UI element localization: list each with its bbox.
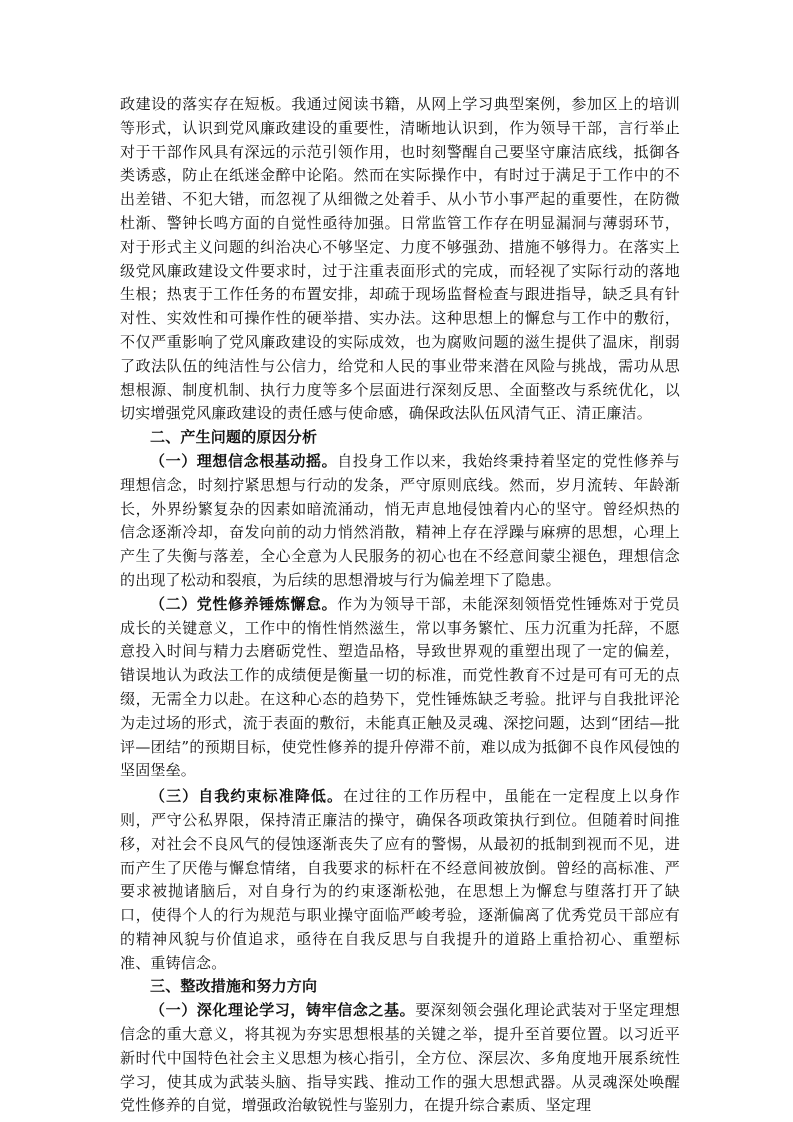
section2-item-3-body: 在过往的工作历程中，虽能在一定程度上以身作则，严守公私界限，保持清正廉洁的操守，确保各项政策执行到位。但随着时间推移，对社会不良风气的侵蚀逐渐丧失了应有的警惕，从最初的抵制到视而不见，进而产生了厌倦与懈怠情绪，自我要求的标杆在不经意间被放倒。曾经的高标准、严要求被抛诸脑后，对自身行为的约束逐渐松弛，在思想上为懈怠与堕落打开了缺口，使得个人的行为规范与职业操守面临严峻考验，逐渐偏离了优秀党员干部应有的精神风貌与价值追求，亟待在自我反思与自我提升的道路上重拾初心、重塑标准、重铸信念。 [120, 787, 681, 972]
document-body [120, 93, 680, 1118]
section2-item-3 [120, 785, 680, 975]
section3-item-1-lead: （一）深化理论学习，铸牢信念之基。 [150, 1001, 416, 1020]
section2-item-2-lead: （二）党性修养锤炼懈怠。 [150, 594, 338, 613]
section2-item-2 [120, 593, 680, 783]
section2-item-3-lead: （三）自我约束标准降低。 [150, 787, 344, 806]
section-heading-3: 三、整改措施和努力方向 [150, 977, 318, 996]
section2-item-1 [120, 450, 680, 593]
section3-item-1-body: 要深刻领会强化理论武装对于坚定理想信念的重大意义，将其视为夯实思想根基的关键之举，提升至首要位置。以习近平新时代中国特色社会主义思想为核心指引，全方位、深层次、多角度地开展系统性学习，使其成为武装头脑、指导实践、推动工作的强大思想武器。从灵魂深处唤醒党性修养的自觉，增强政治敏锐性与鉴别力，在提升综合素质、坚定理 [120, 1001, 680, 1115]
section3-item-1 [120, 999, 680, 1118]
section-heading-2: 二、产生问题的原因分析 [150, 428, 318, 447]
section2-item-1-body: 自投身工作以来，我始终秉持着坚定的党性修养与理想信念，时刻拧紧思想与行动的发条，严守原则底线。然而，岁月流转、年龄渐长，外界纷繁复杂的因素如暗流涌动，悄无声息地侵蚀着内心的坚守。曾经炽热的信念逐渐冷却，奋发向前的动力悄然消散，精神上存在浮躁与麻痹的思想，心理上产生了失衡与落差，全心全意为人民服务的初心也在不经意间蒙尘褪色，理想信念的出现了松动和裂痕，为后续的思想滑坡与行为偏差埋下了隐患。 [120, 451, 680, 589]
intro-paragraph: 政建设的落实存在短板。我通过阅读书籍，从网上学习典型案例，参加区上的培训等形式，认识到党风廉政建设的重要性，清晰地认识到，作为领导干部，言行举止对于干部作风具有深远的示范引领作用，也时刻警醒自己要坚守廉洁底线，抵御各类诱惑，防止在纸迷金醉中论陷。然而在实际操作中，有时过于满足于工作中的不出差错、不犯大错，而忽视了从细微之处着手、从小节小事严起的重要性，在防微杜渐、警钟长鸣方面的自觉性亟待加强。日常监管工作存在明显漏洞与薄弱环节，对于形式主义问题的纠治决心不够坚定、力度不够强劲、措施不够得力。在落实上级党风廉政建设文件要求时，过于注重表面形式的完成，而轻视了实际行动的落地生根；热衷于工作任务的布置安排，却疏于现场监督检查与跟进指导，缺乏具有针对性、实效性和可操作性的硬举措、实办法。这种思想上的懈怠与工作中的敷衍，不仅严重影响了党风廉政建设的实际成效，也为腐败问题的滋生提供了温床，削弱了政法队伍的纯洁性与公信力，给党和人民的事业带来潜在风险与挑战，需功从思想根源、制度机制、执行力度等多个层面进行深刻反思、全面整改与系统优化，以切实增强党风廉政建设的责任感与使命感，确保政法队伍风清气正、清正廉洁。 [120, 95, 680, 423]
section2-item-2-body: 作为为领导干部，未能深刻领悟党性锤炼对于党员成长的关键意义，工作中的惰性悄然滋生，常以事务繁忙、压力沉重为托辞，不愿意投入时间与精力去磨砺党性、塑造品格，导致世界观的重塑出现了一定的偏差，错误地认为政法工作的成绩便是衡量一切的标准，而党性教育不过是可有可无的点缀，无需全力以赴。在这种心态的趋势下，党性锤炼缺乏考验。批评与自我批评沦为走过场的形式，流于表面的敷衍，未能真正触及灵魂、深挖问题，达到“团结—批评—团结”的预期目标，使党性修养的提升停滞不前，难以成为抵御不良作风侵蚀的坚固堡垒。 [120, 594, 680, 780]
section2-item-1-lead: （一）理想信念根基动摇。 [150, 451, 338, 470]
